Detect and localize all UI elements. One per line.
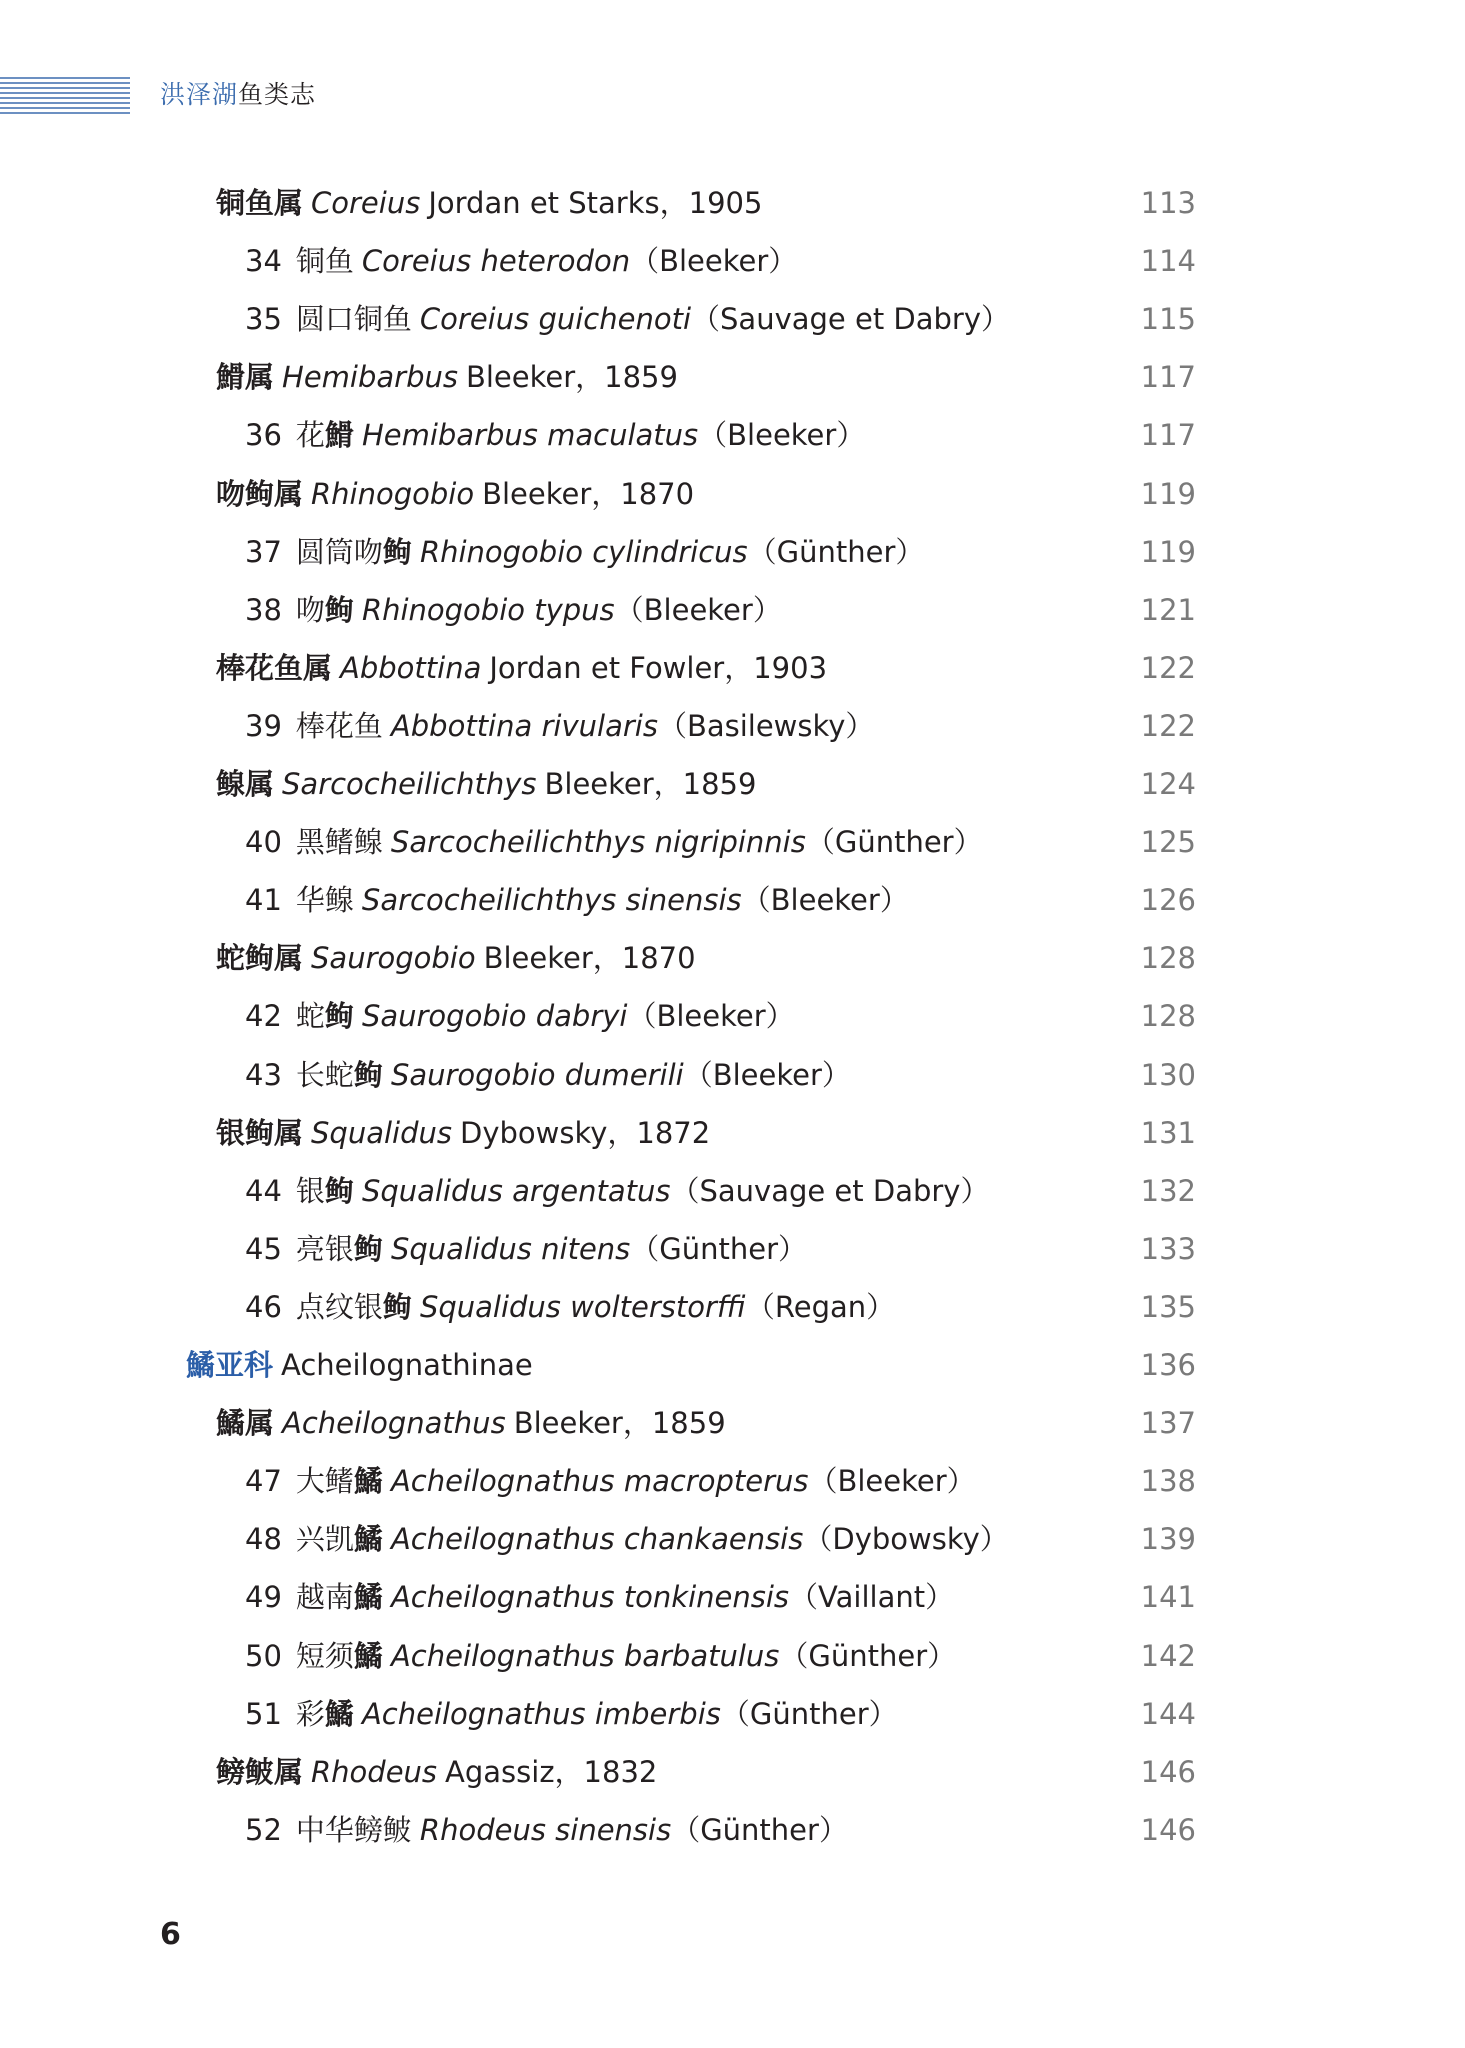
scientific-name: Rhinogobio cylindricus bbox=[419, 535, 748, 569]
genus-chinese-name: 铜鱼属 bbox=[216, 186, 304, 220]
chinese-name: 亮银 bbox=[295, 1232, 354, 1266]
page-number: 122 bbox=[1140, 651, 1196, 685]
chinese-name: 越南 bbox=[295, 1580, 354, 1614]
scientific-name: Sarcocheilichthys nigripinnis bbox=[390, 825, 806, 859]
page-number: 115 bbox=[1140, 302, 1196, 336]
genus-scientific-name: Abbottina bbox=[340, 651, 482, 685]
genus-scientific-name: Rhodeus bbox=[311, 1755, 438, 1789]
chinese-name: 短须 bbox=[295, 1639, 354, 1673]
chinese-name: 银 bbox=[295, 1174, 325, 1208]
page-number: 117 bbox=[1140, 360, 1196, 394]
page-number: 132 bbox=[1140, 1174, 1196, 1208]
toc-entry-species bbox=[245, 1227, 807, 1271]
header-rule-lines bbox=[0, 76, 130, 114]
chinese-name: 大鳍 bbox=[295, 1464, 354, 1498]
toc-entry-species bbox=[245, 1634, 956, 1678]
chinese-name: 长蛇 bbox=[295, 1058, 354, 1092]
toc-entry-subfamily bbox=[186, 1343, 533, 1387]
author-citation: （Sauvage et Dabry） bbox=[670, 1174, 990, 1208]
genus-scientific-name: Squalidus bbox=[311, 1116, 452, 1150]
genus-chinese-name: 蛇𬶋属 bbox=[216, 941, 304, 975]
author-citation: （Günther） bbox=[671, 1813, 848, 1847]
scientific-name: Coreius heterodon bbox=[361, 244, 631, 278]
toc-entry-species bbox=[245, 994, 795, 1038]
page-folio: 6 bbox=[160, 1917, 181, 1952]
page-number: 119 bbox=[1140, 477, 1196, 511]
author-citation: Bleeker，1859 bbox=[513, 1406, 726, 1440]
toc-entry-species bbox=[245, 1053, 851, 1097]
author-citation: Jordan et Fowler，1903 bbox=[489, 651, 828, 685]
author-citation: （Bleeker） bbox=[808, 1464, 976, 1498]
author-citation: （Regan） bbox=[745, 1290, 896, 1324]
scientific-name: Saurogobio dumerili bbox=[390, 1058, 684, 1092]
header-title-part1: 洪泽湖 bbox=[160, 80, 239, 109]
genus-scientific-name: Coreius bbox=[311, 186, 421, 220]
toc-entry-species bbox=[245, 297, 1010, 341]
species-number: 42 bbox=[245, 999, 282, 1033]
page-number: 130 bbox=[1140, 1058, 1196, 1092]
scientific-name: Acheilognathus tonkinensis bbox=[390, 1580, 790, 1614]
toc-entry-species bbox=[245, 1692, 898, 1736]
author-citation: Bleeker，1859 bbox=[465, 360, 678, 394]
page-number: 117 bbox=[1140, 418, 1196, 452]
species-number: 38 bbox=[245, 593, 282, 627]
author-citation: （Günther） bbox=[779, 1639, 957, 1673]
species-number: 45 bbox=[245, 1232, 282, 1266]
chinese-name-char: 鱊 bbox=[324, 1697, 354, 1731]
species-number: 36 bbox=[245, 418, 282, 452]
page-number: 114 bbox=[1140, 244, 1196, 278]
chinese-name: 点纹银 bbox=[295, 1290, 383, 1324]
species-number: 46 bbox=[245, 1290, 282, 1324]
scientific-name: Squalidus argentatus bbox=[361, 1174, 671, 1208]
toc-entry-genus bbox=[216, 472, 694, 516]
species-number: 49 bbox=[245, 1580, 282, 1614]
author-citation: （Sauvage et Dabry） bbox=[691, 302, 1011, 336]
genus-scientific-name: Saurogobio bbox=[311, 941, 476, 975]
scientific-name: Sarcocheilichthys sinensis bbox=[361, 883, 742, 917]
page-number: 128 bbox=[1140, 941, 1196, 975]
scientific-name: Acheilognathus macropterus bbox=[390, 1464, 809, 1498]
species-number: 43 bbox=[245, 1058, 282, 1092]
genus-chinese-name: 鱊属 bbox=[216, 1406, 275, 1440]
author-citation: Bleeker，1870 bbox=[483, 941, 696, 975]
toc-entry-species bbox=[245, 1285, 895, 1329]
genus-scientific-name: Hemibarbus bbox=[282, 360, 458, 394]
chinese-name: 彩 bbox=[295, 1697, 325, 1731]
toc-entry-genus bbox=[216, 355, 678, 399]
toc-entry-genus bbox=[216, 762, 756, 806]
chinese-name: 兴凯 bbox=[295, 1522, 354, 1556]
species-number: 52 bbox=[245, 1813, 282, 1847]
species-number: 44 bbox=[245, 1174, 282, 1208]
page-number: 146 bbox=[1140, 1755, 1196, 1789]
chinese-name-char: 𬶋 bbox=[324, 1174, 354, 1208]
page-number: 122 bbox=[1140, 709, 1196, 743]
author-citation: （Bleeker） bbox=[683, 1058, 851, 1092]
genus-scientific-name: Sarcocheilichthys bbox=[282, 767, 537, 801]
toc-entry-species bbox=[245, 1575, 954, 1619]
author-citation: （Günther） bbox=[720, 1697, 898, 1731]
toc-entry-genus bbox=[216, 1111, 710, 1155]
chinese-name: 中华鳑鲏 bbox=[295, 1813, 412, 1847]
toc-entry-species bbox=[245, 1459, 976, 1503]
species-number: 39 bbox=[245, 709, 282, 743]
page-number: 135 bbox=[1140, 1290, 1196, 1324]
chinese-name: 圆口铜鱼 bbox=[295, 302, 412, 336]
page-number: 133 bbox=[1140, 1232, 1196, 1266]
species-number: 47 bbox=[245, 1464, 282, 1498]
subfamily-latin-name: Acheilognathinae bbox=[281, 1348, 533, 1382]
chinese-name-char: 𬶋 bbox=[382, 535, 412, 569]
author-citation: （Bleeker） bbox=[627, 999, 795, 1033]
chinese-name: 蛇 bbox=[295, 999, 325, 1033]
author-citation: （Bleeker） bbox=[630, 244, 798, 278]
chinese-name-char: 鱊 bbox=[353, 1522, 383, 1556]
species-number: 41 bbox=[245, 883, 282, 917]
author-citation: Dybowsky，1872 bbox=[460, 1116, 711, 1150]
author-citation: Bleeker，1870 bbox=[482, 477, 695, 511]
toc-entry-genus bbox=[216, 181, 762, 225]
chinese-name-char: 鱊 bbox=[353, 1464, 383, 1498]
page-number: 144 bbox=[1140, 1697, 1196, 1731]
scientific-name: Coreius guichenoti bbox=[419, 302, 692, 336]
species-number: 40 bbox=[245, 825, 282, 859]
toc-entry-species bbox=[245, 530, 924, 574]
page-number: 119 bbox=[1140, 535, 1196, 569]
species-number: 35 bbox=[245, 302, 282, 336]
author-citation: （Bleeker） bbox=[741, 883, 909, 917]
page-number: 124 bbox=[1140, 767, 1196, 801]
toc-entry-genus bbox=[216, 1401, 726, 1445]
species-number: 48 bbox=[245, 1522, 282, 1556]
toc-entry-species bbox=[245, 878, 909, 922]
scientific-name: Acheilognathus barbatulus bbox=[390, 1639, 780, 1673]
genus-chinese-name: 䱻属 bbox=[216, 360, 275, 394]
scientific-name: Acheilognathus imberbis bbox=[361, 1697, 721, 1731]
page-number: 137 bbox=[1140, 1406, 1196, 1440]
chinese-name-char: 𬶋 bbox=[324, 593, 354, 627]
subfamily-chinese-name: 鱊亚科 bbox=[186, 1348, 274, 1382]
chinese-name: 棒花鱼 bbox=[295, 709, 383, 743]
page-number: 121 bbox=[1140, 593, 1196, 627]
scientific-name: Hemibarbus maculatus bbox=[361, 418, 699, 452]
author-citation: Bleeker，1859 bbox=[544, 767, 757, 801]
species-number: 37 bbox=[245, 535, 282, 569]
chinese-name-char: 䱻 bbox=[324, 418, 354, 452]
toc-entry-species bbox=[245, 1169, 989, 1213]
author-citation: （Günther） bbox=[805, 825, 983, 859]
author-citation: （Bleeker） bbox=[614, 593, 782, 627]
species-number: 50 bbox=[245, 1639, 282, 1673]
page-number: 142 bbox=[1140, 1639, 1196, 1673]
toc-entry-species bbox=[245, 1808, 848, 1852]
species-number: 51 bbox=[245, 1697, 282, 1731]
chinese-name-char: 鱊 bbox=[353, 1580, 383, 1614]
page-number: 139 bbox=[1140, 1522, 1196, 1556]
page-number: 136 bbox=[1140, 1348, 1196, 1382]
author-citation: （Basilewsky） bbox=[657, 709, 875, 743]
scientific-name: Rhodeus sinensis bbox=[419, 1813, 672, 1847]
toc-entry-genus bbox=[216, 936, 696, 980]
page-number: 128 bbox=[1140, 999, 1196, 1033]
genus-chinese-name: 吻𬶋属 bbox=[216, 477, 304, 511]
author-citation: （Bleeker） bbox=[698, 418, 866, 452]
page-number: 141 bbox=[1140, 1580, 1196, 1614]
author-citation: （Günther） bbox=[747, 535, 925, 569]
genus-chinese-name: 鳈属 bbox=[216, 767, 275, 801]
author-citation: Agassiz，1832 bbox=[445, 1755, 658, 1789]
page-number: 125 bbox=[1140, 825, 1196, 859]
page-number: 131 bbox=[1140, 1116, 1196, 1150]
chinese-name-char: 𬶋 bbox=[353, 1232, 383, 1266]
author-citation: （Günther） bbox=[630, 1232, 808, 1266]
chinese-name: 华鳈 bbox=[295, 883, 354, 917]
chinese-name-char: 鱊 bbox=[353, 1639, 383, 1673]
toc-entry-species bbox=[245, 588, 782, 632]
chinese-name: 圆筒吻 bbox=[295, 535, 383, 569]
toc-entry-genus bbox=[216, 1750, 657, 1794]
chinese-name-char: 𬶋 bbox=[353, 1058, 383, 1092]
species-number: 34 bbox=[245, 244, 282, 278]
toc-entry-species bbox=[245, 239, 797, 283]
scientific-name: Rhinogobio typus bbox=[361, 593, 615, 627]
chinese-name: 花 bbox=[295, 418, 325, 452]
toc-entry-species bbox=[245, 704, 874, 748]
author-citation: （Dybowsky） bbox=[803, 1522, 1009, 1556]
page-number: 138 bbox=[1140, 1464, 1196, 1498]
scientific-name: Abbottina rivularis bbox=[390, 709, 658, 743]
chinese-name-char: 𬶋 bbox=[324, 999, 354, 1033]
author-citation: Jordan et Starks，1905 bbox=[428, 186, 763, 220]
toc-entry-genus bbox=[216, 646, 827, 690]
chinese-name-char: 𬶋 bbox=[382, 1290, 412, 1324]
toc-entry-species bbox=[245, 413, 865, 457]
scientific-name: Saurogobio dabryi bbox=[361, 999, 628, 1033]
author-citation: （Vaillant） bbox=[789, 1580, 955, 1614]
genus-scientific-name: Rhinogobio bbox=[311, 477, 475, 511]
toc-entry-species bbox=[245, 820, 983, 864]
genus-chinese-name: 银𬶋属 bbox=[216, 1116, 304, 1150]
scientific-name: Squalidus wolterstorffi bbox=[419, 1290, 746, 1324]
scientific-name: Squalidus nitens bbox=[390, 1232, 631, 1266]
genus-chinese-name: 棒花鱼属 bbox=[216, 651, 333, 685]
toc-entry-species bbox=[245, 1517, 1009, 1561]
chinese-name: 铜鱼 bbox=[295, 244, 354, 278]
genus-chinese-name: 鳑鲏属 bbox=[216, 1755, 304, 1789]
chinese-name: 黑鳍鳈 bbox=[295, 825, 383, 859]
running-header bbox=[160, 80, 316, 110]
page-number: 126 bbox=[1140, 883, 1196, 917]
page-number: 113 bbox=[1140, 186, 1196, 220]
scientific-name: Acheilognathus chankaensis bbox=[390, 1522, 804, 1556]
page-number: 146 bbox=[1140, 1813, 1196, 1847]
header-title-part2: 鱼类志 bbox=[238, 80, 317, 109]
genus-scientific-name: Acheilognathus bbox=[282, 1406, 506, 1440]
chinese-name: 吻 bbox=[295, 593, 325, 627]
